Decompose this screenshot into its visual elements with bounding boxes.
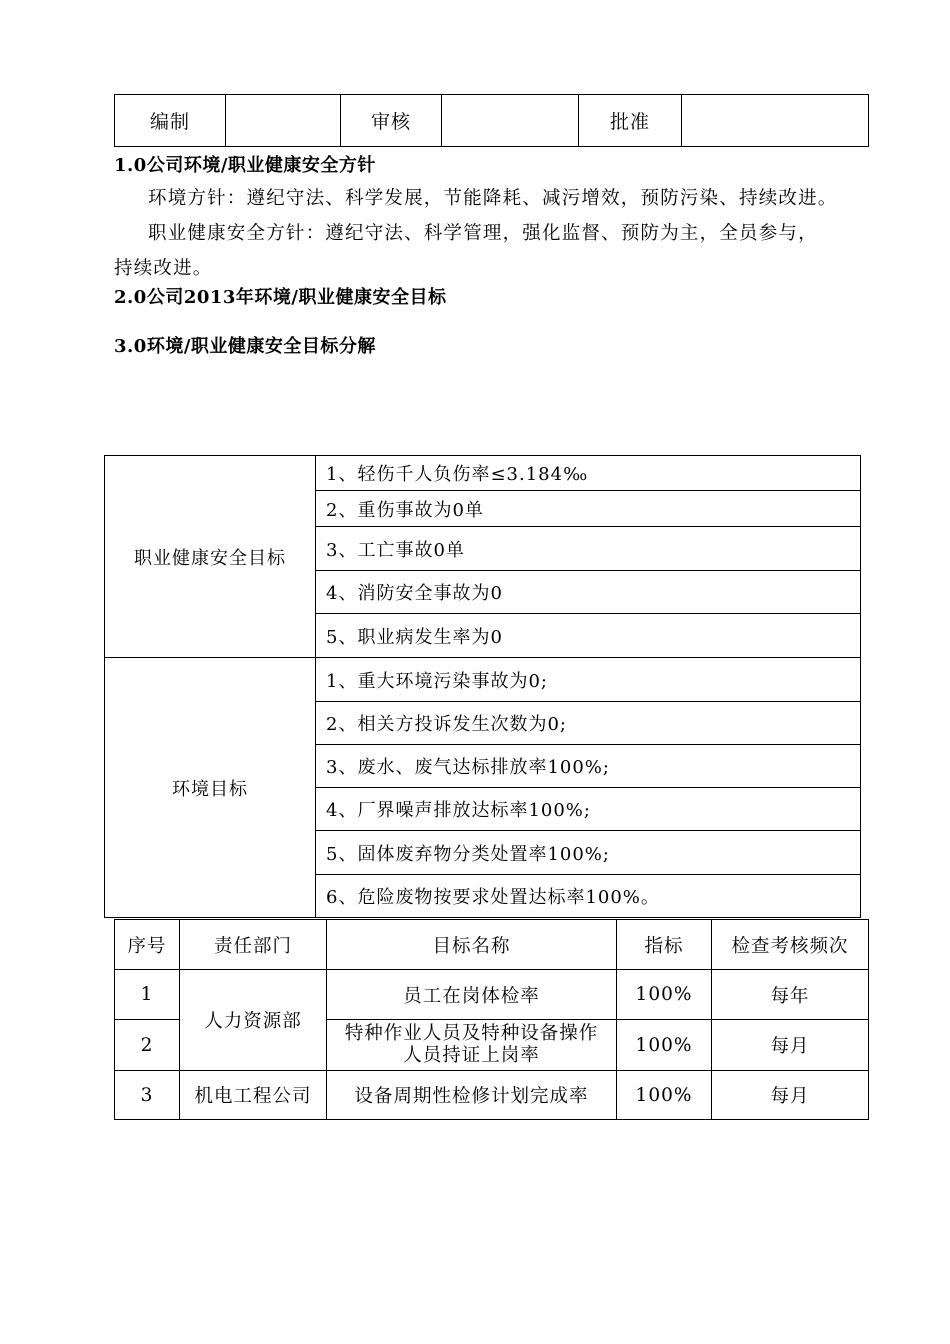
ohs-policy-line2: 持续改进。 <box>114 258 213 279</box>
row-index: 100% <box>617 970 712 1020</box>
row-target: 设备周期性检修计划完成率 <box>327 1071 617 1120</box>
row-freq: 每月 <box>712 1020 869 1071</box>
ohs-item: 1、轻伤千人负伤率≤3.184‰ <box>316 456 861 491</box>
approve-label: 批准 <box>579 95 682 147</box>
env-item: 3、废水、废气达标排放率100%; <box>316 745 861 788</box>
row-no: 2 <box>115 1020 180 1071</box>
review-value <box>442 95 579 147</box>
row-target: 员工在岗体检率 <box>327 970 617 1020</box>
row-freq: 每月 <box>712 1071 869 1120</box>
ohs-item: 4、消防安全事故为0 <box>316 571 861 614</box>
header-index: 指标 <box>617 920 712 970</box>
compile-label: 编制 <box>115 95 226 147</box>
header-freq: 检查考核频次 <box>712 920 869 970</box>
env-item: 6、危险废物按要求处置达标率100%。 <box>316 875 861 918</box>
row-no: 3 <box>115 1071 180 1120</box>
env-item: 4、厂界噪声排放达标率100%; <box>316 788 861 831</box>
section3-heading: 3.0环境/职业健康安全目标分解 <box>114 336 376 357</box>
review-label: 审核 <box>341 95 442 147</box>
row-dept: 机电工程公司 <box>180 1071 327 1120</box>
header-no: 序号 <box>115 920 180 970</box>
row-index: 100% <box>617 1071 712 1120</box>
section2-heading: 2.0公司2013年环境/职业健康安全目标 <box>114 287 447 308</box>
row-no: 1 <box>115 970 180 1020</box>
ohs-item: 5、职业病发生率为0 <box>316 614 861 658</box>
approve-value <box>682 95 869 147</box>
row-target-line1: 特种作业人员及特种设备操作 <box>344 1023 599 1044</box>
ohs-policy-line1: 职业健康安全方针：遵纪守法、科学管理，强化监督、预防为主，全员参与， <box>148 223 818 244</box>
compile-value <box>226 95 341 147</box>
dept-table <box>114 919 869 1120</box>
section1-heading: 1.0公司环境/职业健康安全方针 <box>114 155 376 176</box>
header-target: 目标名称 <box>327 920 617 970</box>
env-item: 2、相关方投诉发生次数为0; <box>316 702 861 745</box>
ohs-item: 3、工亡事故0单 <box>316 527 861 571</box>
ohs-category: 职业健康安全目标 <box>105 456 316 658</box>
header-dept: 责任部门 <box>180 920 327 970</box>
env-item: 1、重大环境污染事故为0; <box>316 658 861 702</box>
row-dept: 人力资源部 <box>180 970 327 1071</box>
env-category: 环境目标 <box>105 658 316 918</box>
row-freq: 每年 <box>712 970 869 1020</box>
row-index: 100% <box>617 1020 712 1071</box>
approval-table <box>114 94 869 147</box>
row-target <box>327 1020 617 1071</box>
env-policy: 环境方针：遵纪守法、科学发展，节能降耗、减污增效，预防污染、持续改进。 <box>148 188 838 209</box>
ohs-item: 2、重伤事故为0单 <box>316 491 861 527</box>
row-target-line2: 人员持证上岗率 <box>403 1045 540 1066</box>
env-item: 5、固体废弃物分类处置率100%; <box>316 831 861 875</box>
objectives-table <box>104 455 861 918</box>
